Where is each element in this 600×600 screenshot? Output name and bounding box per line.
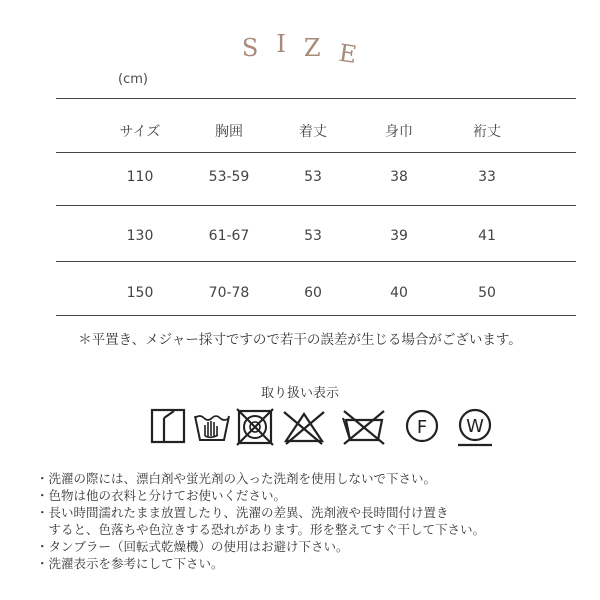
header-sleeve: 裄丈: [473, 124, 501, 140]
iron-prohibited-icon: [282, 408, 326, 446]
care-note: ・洗濯表示を参考にして下さい。: [36, 556, 224, 571]
table-bottom-rule: [56, 315, 576, 316]
cell: 50: [478, 285, 496, 301]
header-chest: 胸囲: [215, 124, 243, 140]
cell: 39: [390, 228, 408, 244]
tumble-dry-prohibited-icon: [150, 408, 186, 444]
row-rule: [56, 205, 576, 206]
care-icons: [0, 408, 600, 452]
care-note: ・タンブラー（回転式乾燥機）の使用はお避け下さい。: [36, 539, 349, 554]
cell: 53: [304, 169, 322, 185]
f-dry-clean-icon: [404, 408, 440, 444]
cell: 70-78: [208, 285, 250, 301]
title-letter: E: [336, 38, 360, 70]
cell: 53: [304, 228, 322, 244]
table-header-row: [0, 121, 600, 141]
table-row: [0, 285, 600, 305]
f-letter: F: [416, 417, 428, 438]
hand-wash-icon: [192, 408, 232, 444]
cell: 33: [478, 169, 496, 185]
row-rule: [56, 261, 576, 262]
cell: 130: [126, 228, 154, 244]
cell: 150: [126, 285, 154, 301]
table-header-rule: [56, 152, 576, 153]
care-note: ・長い時間濡れたまま放置したり、洗濯の差異、洗剤液や長時間付け置き: [36, 505, 449, 520]
care-notes: [36, 470, 485, 572]
title-letter: Z: [303, 34, 323, 62]
care-note: すると、色落ちや色泣きする恐れがあります。形を整えてすぐ干して下さい。: [36, 522, 486, 537]
header-size: サイズ: [119, 124, 161, 140]
care-label-title: 取り扱い表示: [260, 386, 339, 401]
header-width: 身巾: [385, 124, 413, 140]
cell: 110: [126, 169, 154, 185]
header-length: 着丈: [299, 124, 327, 140]
table-top-rule: [56, 98, 576, 99]
title-letter: I: [276, 30, 288, 58]
table-row: [0, 228, 600, 248]
cell: 40: [390, 285, 408, 301]
cell: 38: [390, 169, 408, 185]
cell: 60: [304, 285, 322, 301]
title-letter: S: [241, 34, 261, 62]
cell: 53-59: [208, 169, 250, 185]
size-title: [0, 30, 600, 70]
cell: 41: [478, 228, 496, 244]
w-wet-clean-icon: [455, 408, 495, 448]
care-note: ・洗濯の際には、漂白剤や蛍光剤の入った洗剤を使用しないで下さい。: [36, 471, 437, 486]
care-note: ・色物は他の衣料と分けてお使いください。: [36, 488, 287, 503]
unit-label: (cm): [118, 72, 148, 87]
cell: 61-67: [208, 228, 250, 244]
bleach-prohibited-icon: [236, 408, 274, 446]
dry-clean-prohibited-icon: [340, 408, 388, 446]
w-letter: W: [466, 416, 484, 437]
measurement-note: ＊平置き、メジャー採寸ですので若干の誤差が生じる場合がございます。: [78, 332, 522, 348]
table-row: [0, 169, 600, 189]
